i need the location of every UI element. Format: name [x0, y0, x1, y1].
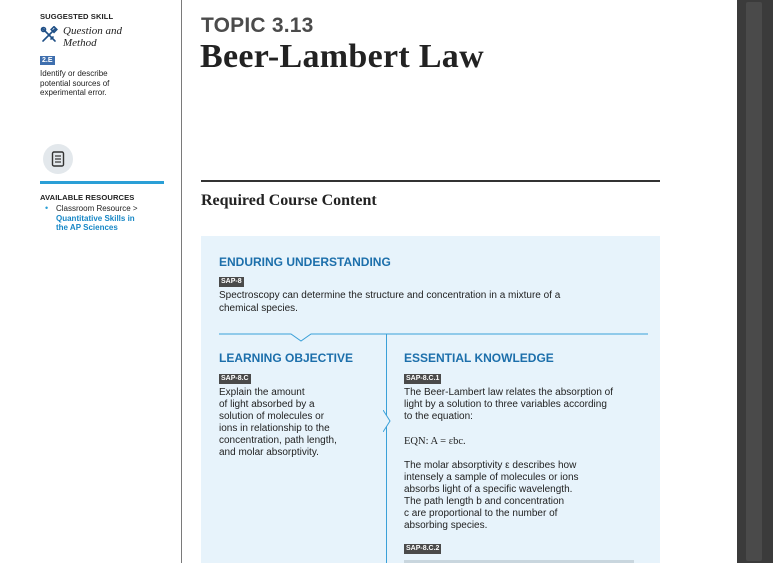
- learning-objective-heading: LEARNING OBJECTIVE: [219, 351, 354, 365]
- enduring-understanding-heading: ENDURING UNDERSTANDING: [219, 255, 391, 269]
- section-rule: [201, 180, 660, 182]
- skill-description-line: Identify or describe: [40, 69, 108, 78]
- available-resources: [40, 181, 164, 233]
- text-line: absorbing species.: [404, 520, 488, 531]
- essential-knowledge-tag: SAP-8.C.2: [406, 545, 440, 552]
- text-line: Explain the amount: [219, 387, 305, 398]
- sidebar-divider: [181, 0, 182, 563]
- text-line: of light absorbed by a: [219, 399, 315, 410]
- text-line: chemical species.: [219, 302, 298, 314]
- enduring-understanding-text: [219, 290, 639, 315]
- skill-name: [63, 25, 122, 49]
- resource-link[interactable]: [56, 214, 164, 233]
- text-line: intensely a sample of molecules or ions: [404, 472, 579, 483]
- skill-description: [40, 69, 166, 98]
- essential-knowledge-text: [404, 387, 649, 423]
- text-line: to the equation:: [404, 411, 473, 422]
- text-line: absorbs light of a specific wavelength.: [404, 484, 573, 495]
- scrollbar[interactable]: [737, 0, 773, 563]
- text-line: c are proportional to the number of: [404, 508, 558, 519]
- crossed-tools-icon: [40, 26, 58, 44]
- enduring-understanding-tag: SAP-8: [221, 278, 242, 285]
- skill-description-line: potential sources of: [40, 78, 110, 88]
- text-line: concentration, path length,: [219, 435, 337, 446]
- scrollbar-thumb[interactable]: [746, 2, 762, 561]
- text-line: The molar absorptivity ε describes how: [404, 460, 577, 471]
- section-title: Required Course Content: [201, 192, 377, 209]
- learning-objective-tag: SAP-8.C: [221, 375, 249, 382]
- resource-prefix: Classroom Resource >: [56, 204, 138, 213]
- suggested-skill-heading: SUGGESTED SKILL: [40, 12, 114, 21]
- text-line: The Beer-Lambert law relates the absorption of: [404, 387, 613, 398]
- resource-icon-circle: [43, 144, 73, 174]
- essential-knowledge-text: [404, 460, 649, 532]
- resource-list: [40, 204, 164, 233]
- resource-link-line[interactable]: Quantitative Skills in: [56, 213, 135, 223]
- learning-objective-text: [219, 387, 369, 459]
- skill-description-line: experimental error.: [40, 88, 107, 97]
- text-line: solution of molecules or: [219, 411, 325, 422]
- resources-rule: [40, 181, 164, 184]
- skill-name-line: Method: [63, 37, 97, 49]
- resource-item: [45, 203, 164, 233]
- text-line: light by a solution to three variables according: [404, 399, 607, 410]
- skill-code-badge: 2.E: [42, 57, 53, 64]
- topic-label: TOPIC 3.13: [201, 14, 314, 37]
- text-line: ions in relationship to the: [219, 423, 330, 434]
- skill-name-line: Question and: [63, 25, 122, 37]
- text-line: Spectroscopy can determine the structure and concentration in a mixture of a: [219, 290, 561, 301]
- essential-knowledge-tag: SAP-8.C.1: [406, 375, 440, 382]
- chevron-right-icon: [383, 410, 391, 432]
- resources-heading: AVAILABLE RESOURCES: [40, 193, 135, 202]
- resource-link-line[interactable]: the AP Sciences: [56, 223, 118, 232]
- panel-divider: [219, 333, 648, 343]
- skill-row: [40, 25, 166, 49]
- page-title: Beer-Lambert Law: [200, 38, 484, 75]
- text-line: and molar absorptivity.: [219, 447, 319, 458]
- text-line: The path length b and concentration: [404, 496, 565, 507]
- course-content-panel: [201, 236, 660, 563]
- equation: EQN: A = εbc.: [404, 436, 466, 447]
- sidebar: [40, 12, 166, 98]
- document-icon: [51, 151, 65, 167]
- column-divider: [386, 334, 387, 563]
- bullet-icon: •: [45, 203, 49, 213]
- essential-knowledge-heading: ESSENTIAL KNOWLEDGE: [404, 351, 554, 365]
